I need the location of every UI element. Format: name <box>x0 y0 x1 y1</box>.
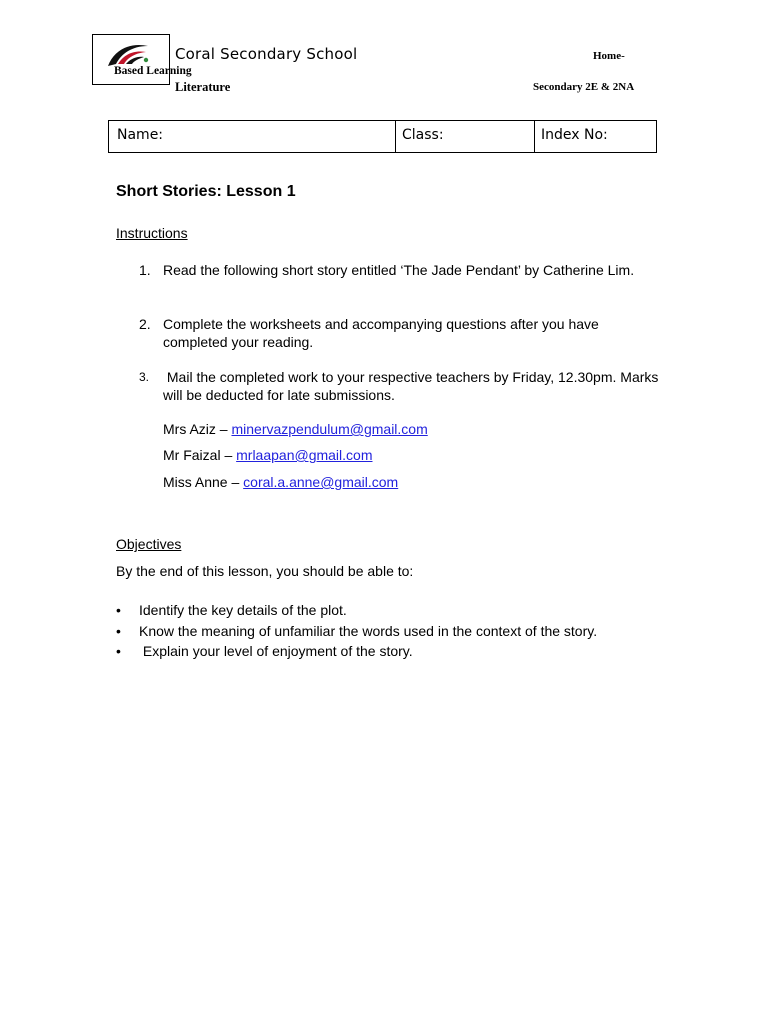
objective-item <box>116 643 413 659</box>
instructions-heading: Instructions <box>116 225 188 241</box>
instruction-text: Complete the worksheets and accompanying questions after you have completed your reading. <box>163 316 599 350</box>
teacher-name: Mrs Aziz – <box>163 421 232 437</box>
instruction-item <box>139 368 663 404</box>
lesson-title: Short Stories: Lesson 1 <box>116 183 296 200</box>
objective-text: Identify the key details of the plot. <box>139 602 347 618</box>
objectives-intro: By the end of this lesson, you should be able to: <box>116 563 414 579</box>
teacher-contact <box>163 421 428 437</box>
email-link[interactable]: coral.a.anne@gmail.com <box>243 474 399 490</box>
index-field[interactable]: Index No: <box>541 127 608 143</box>
logo-tagline: Based Learning <box>114 65 192 77</box>
bullet-icon: • <box>116 602 121 618</box>
home-label: Home- <box>593 50 625 62</box>
bullet-icon: • <box>116 643 121 659</box>
email-link[interactable]: minervazpendulum@gmail.com <box>231 421 428 437</box>
teacher-name: Mr Faizal – <box>163 447 237 463</box>
class-field[interactable]: Class: <box>396 121 535 152</box>
subject-label: Literature <box>175 80 231 94</box>
instruction-text: Mail the completed work to your respective teachers by Friday, 12.30pm. Marks will be deducted for late submissions. <box>163 369 663 403</box>
objectives-heading: Objectives <box>116 536 182 552</box>
instruction-number: 1. <box>139 262 151 278</box>
instruction-number: 2. <box>139 316 151 332</box>
instruction-number: 3. <box>139 370 150 384</box>
objective-item <box>116 623 597 639</box>
instruction-item <box>139 261 659 279</box>
objective-text: Explain your level of enjoyment of the story. <box>139 643 413 659</box>
level-label: Secondary 2E & 2NA <box>533 81 635 93</box>
objective-text: Know the meaning of unfamiliar the words used in the context of the story. <box>139 623 598 639</box>
teacher-contact <box>163 474 398 490</box>
objective-item <box>116 602 347 618</box>
name-field[interactable]: Name: <box>109 121 396 152</box>
school-name: Coral Secondary School <box>175 45 358 63</box>
instruction-item <box>139 315 659 351</box>
bullet-icon: • <box>116 623 121 639</box>
instruction-text: Read the following short story entitled ‘The Jade Pendant’ by Catherine Lim. <box>163 262 635 278</box>
student-info-table <box>108 120 657 153</box>
teacher-contact <box>163 447 373 463</box>
email-link[interactable]: mrlaapan@gmail.com <box>236 447 373 463</box>
teacher-name: Miss Anne – <box>163 474 244 490</box>
